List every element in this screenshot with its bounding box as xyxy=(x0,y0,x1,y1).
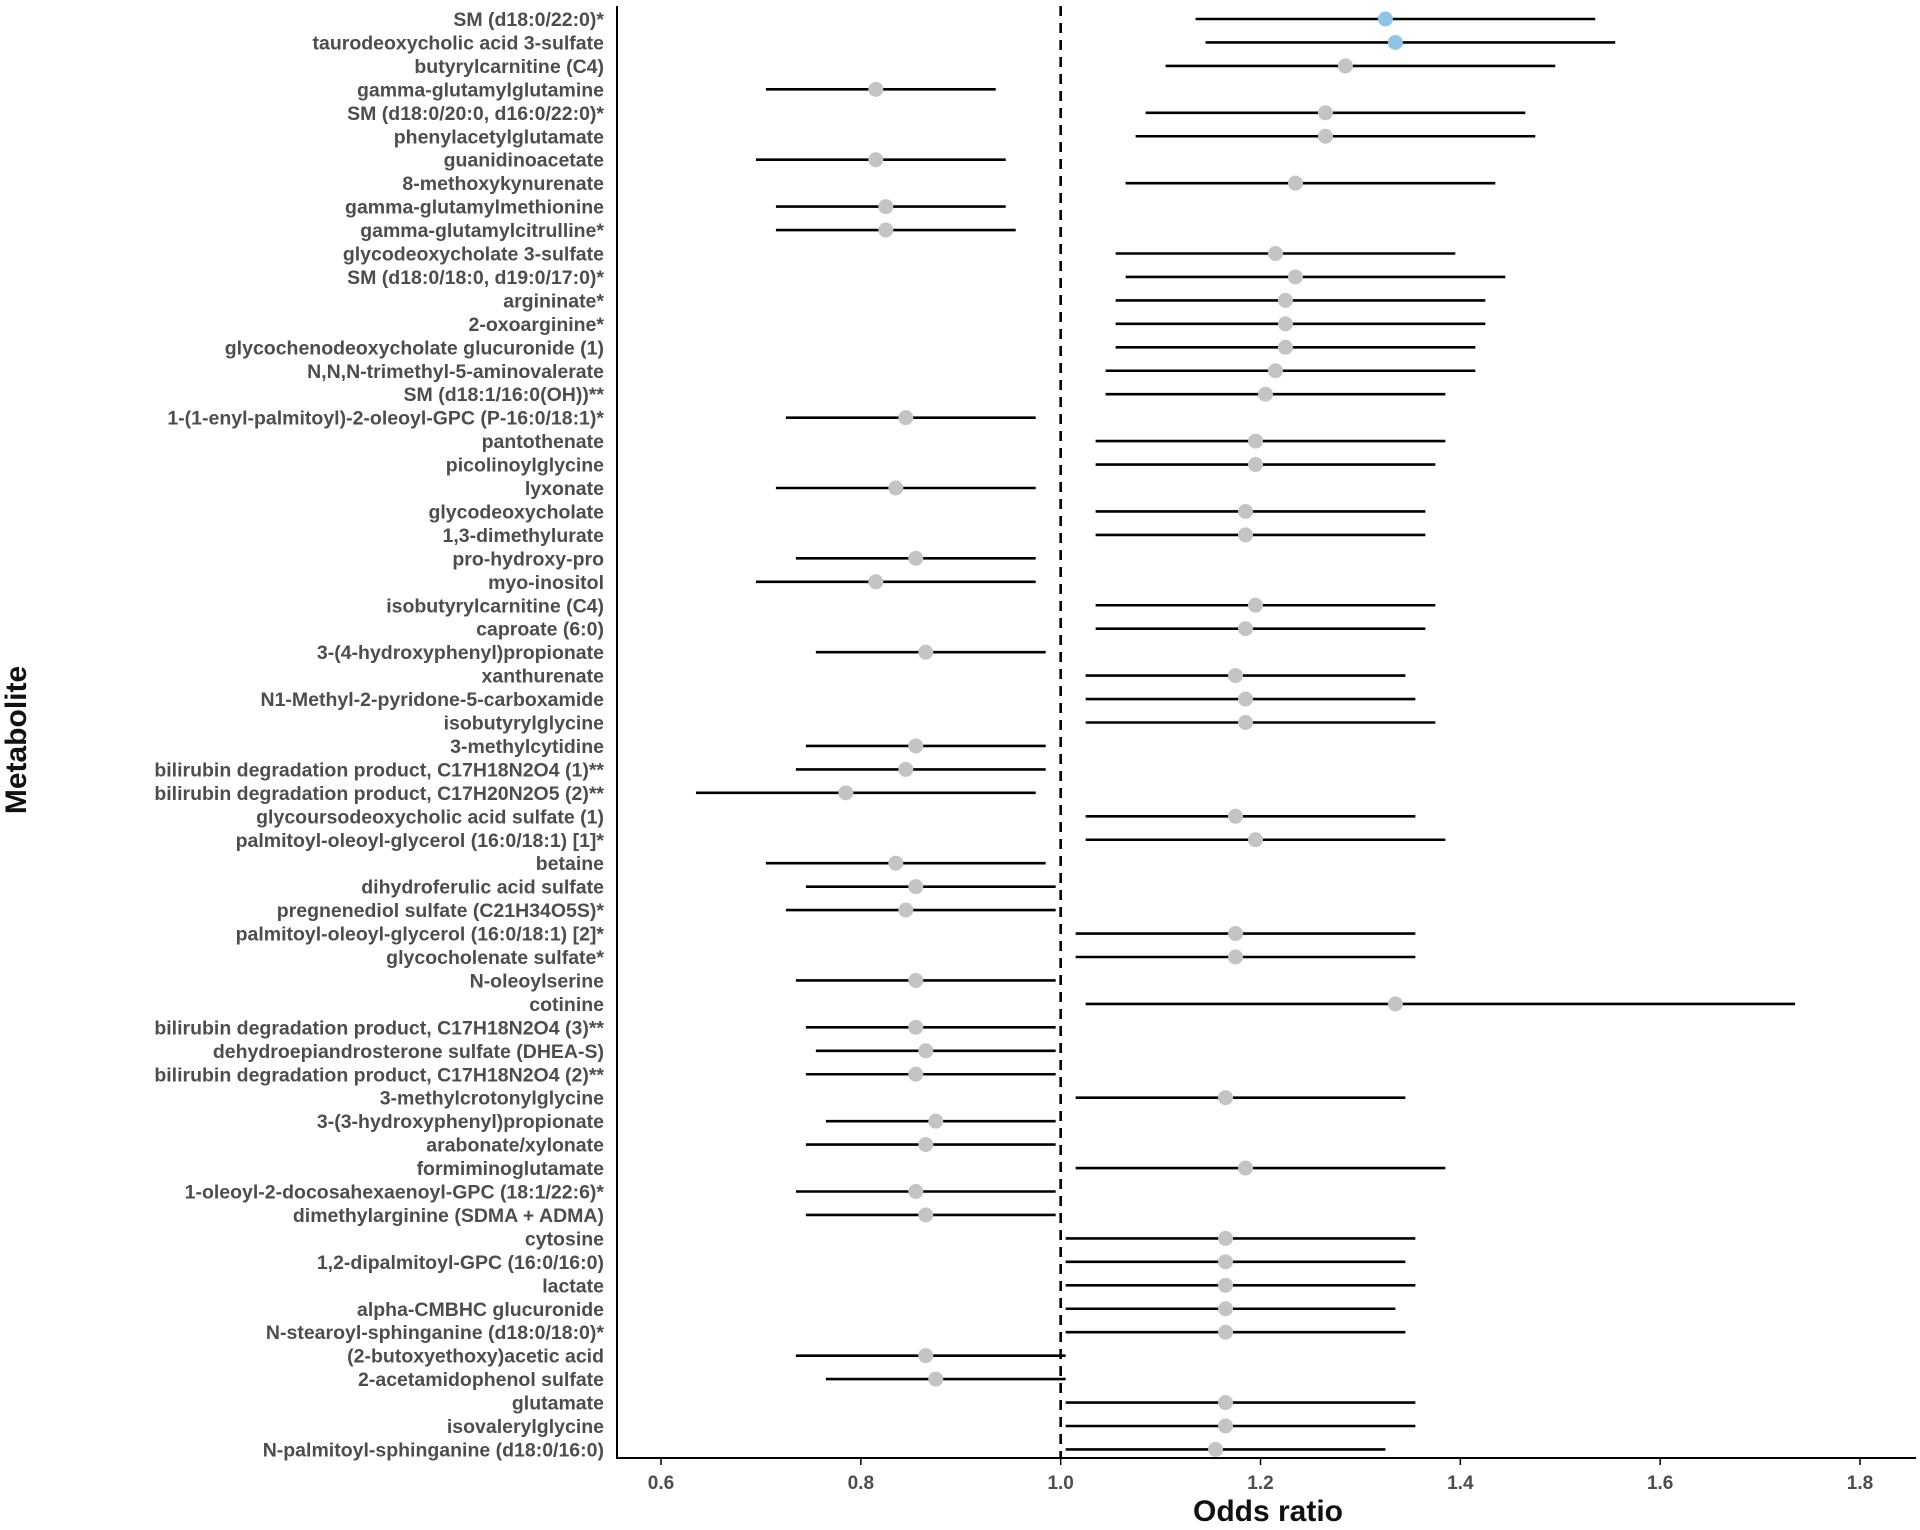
odds-ratio-point xyxy=(1248,457,1263,472)
row-57 xyxy=(347,1346,1065,1368)
row-3 xyxy=(357,79,996,101)
metabolite-label: dehydroepiandrosterone sulfate (DHEA-S) xyxy=(212,1040,604,1063)
y-axis-title: Metabolite xyxy=(0,665,33,815)
metabolite-label: 3-methylcrotonylglycine xyxy=(379,1087,604,1110)
odds-ratio-point xyxy=(1238,692,1253,707)
odds-ratio-point xyxy=(1378,12,1393,27)
metabolite-label: bilirubin degradation product, C17H18N2O4 (1)** xyxy=(154,759,604,782)
metabolite-label: 2-oxoarginine* xyxy=(468,313,604,336)
row-51 xyxy=(293,1205,1056,1227)
metabolite-label: 2-acetamidophenol sulfate xyxy=(358,1369,604,1392)
x-tick-label: 0.8 xyxy=(847,1473,875,1494)
metabolite-label: isobutyrylglycine xyxy=(443,712,604,735)
odds-ratio-point xyxy=(898,903,913,918)
metabolite-label: lactate xyxy=(542,1275,604,1298)
metabolite-label: phenylacetylglutamate xyxy=(393,126,604,149)
odds-ratio-point xyxy=(1318,129,1333,144)
row-17 xyxy=(167,408,1035,430)
row-50 xyxy=(185,1182,1056,1204)
row-2 xyxy=(414,56,1555,78)
row-53 xyxy=(317,1252,1406,1274)
row-10 xyxy=(343,244,1456,266)
metabolite-label: isobutyrylcarnitine (C4) xyxy=(386,595,604,618)
metabolite-label: glutamate xyxy=(511,1392,604,1415)
row-29 xyxy=(261,689,1416,711)
odds-ratio-point xyxy=(1238,1161,1253,1176)
row-47 xyxy=(317,1111,1056,1133)
row-41 xyxy=(470,970,1056,992)
odds-ratio-point xyxy=(1258,387,1273,402)
row-56 xyxy=(266,1322,1405,1344)
metabolite-label: pantothenate xyxy=(481,431,604,454)
row-16 xyxy=(404,384,1446,406)
row-1 xyxy=(312,32,1615,54)
row-20 xyxy=(525,478,1036,500)
odds-ratio-point xyxy=(1248,832,1263,847)
row-43 xyxy=(154,1017,1055,1039)
metabolite-label: formiminoglutamate xyxy=(416,1158,604,1181)
metabolite-label: glycocholenate sulfate* xyxy=(386,947,604,969)
metabolite-label: SM (d18:0/22:0)* xyxy=(453,9,604,31)
odds-ratio-point xyxy=(1228,809,1243,824)
metabolite-label: bilirubin degradation product, C17H18N2O4 (2)** xyxy=(154,1064,604,1087)
odds-ratio-point xyxy=(908,973,923,988)
odds-ratio-point xyxy=(918,1207,933,1222)
odds-ratio-point xyxy=(898,762,913,777)
metabolite-label: 3-methylcytidine xyxy=(450,735,604,758)
row-25 xyxy=(386,595,1435,617)
row-18 xyxy=(482,431,1446,453)
metabolite-label: N1-Methyl-2-pyridone-5-carboxamide xyxy=(260,689,604,712)
row-40 xyxy=(386,947,1415,969)
row-58 xyxy=(358,1369,1066,1391)
odds-ratio-point xyxy=(888,856,903,871)
row-34 xyxy=(256,806,1415,828)
x-tick-label: 1.0 xyxy=(1047,1473,1074,1494)
odds-ratio-point xyxy=(1218,1231,1233,1246)
odds-ratio-point xyxy=(908,1020,923,1035)
row-59 xyxy=(512,1393,1415,1415)
odds-ratio-point xyxy=(1228,950,1243,965)
odds-ratio-point xyxy=(918,1043,933,1058)
row-33 xyxy=(154,783,1035,805)
odds-ratio-point xyxy=(898,410,913,425)
odds-ratio-point xyxy=(928,1114,943,1129)
metabolite-label: N-oleoylserine xyxy=(469,970,604,993)
odds-ratio-point xyxy=(1218,1325,1233,1340)
odds-ratio-point xyxy=(1208,1442,1223,1457)
metabolite-label: argininate* xyxy=(503,290,604,313)
metabolite-label: gamma-glutamylglutamine xyxy=(356,79,604,102)
odds-ratio-point xyxy=(1218,1278,1233,1293)
odds-ratio-point xyxy=(1218,1254,1233,1269)
row-22 xyxy=(443,525,1426,547)
row-37 xyxy=(361,877,1055,899)
row-31 xyxy=(450,736,1046,758)
odds-ratio-point xyxy=(888,481,903,496)
odds-ratio-point xyxy=(908,879,923,894)
row-7 xyxy=(402,173,1495,195)
metabolite-label: N,N,N-trimethyl-5-aminovalerate xyxy=(307,360,604,383)
odds-ratio-point xyxy=(1278,316,1293,331)
odds-ratio-point xyxy=(1238,527,1253,542)
metabolite-label: palmitoyl-oleoyl-glycerol (16:0/18:1) [1]* xyxy=(235,829,604,852)
x-axis-title: Odds ratio xyxy=(1192,1495,1344,1528)
row-4 xyxy=(347,103,1525,125)
odds-ratio-point xyxy=(918,645,933,660)
metabolite-label: gamma-glutamylmethionine xyxy=(345,196,604,219)
row-38 xyxy=(277,900,1056,922)
row-11 xyxy=(347,267,1505,289)
odds-ratio-point xyxy=(868,574,883,589)
row-26 xyxy=(476,619,1425,641)
odds-ratio-point xyxy=(1238,715,1253,730)
x-tick-label: 1.2 xyxy=(1247,1473,1274,1494)
row-23 xyxy=(452,548,1035,570)
metabolite-label: glycoursodeoxycholic acid sulfate (1) xyxy=(256,806,604,829)
metabolite-label: glycodeoxycholate 3-sulfate xyxy=(342,243,604,266)
row-52 xyxy=(525,1228,1415,1250)
metabolite-label: 1-oleoyl-2-docosahexaenoyl-GPC (18:1/22:6)* xyxy=(184,1181,604,1204)
odds-ratio-point xyxy=(1338,58,1353,73)
odds-ratio-point xyxy=(928,1372,943,1387)
row-28 xyxy=(482,666,1406,688)
row-55 xyxy=(357,1299,1395,1321)
row-60 xyxy=(447,1416,1416,1438)
odds-ratio-point xyxy=(1218,1301,1233,1316)
metabolite-label: glycodeoxycholate xyxy=(428,501,604,524)
row-0 xyxy=(453,9,1595,31)
odds-ratio-point xyxy=(1218,1090,1233,1105)
row-44 xyxy=(213,1041,1056,1063)
odds-ratio-point xyxy=(918,1348,933,1363)
metabolite-label: picolinoylglycine xyxy=(445,454,604,477)
row-48 xyxy=(426,1135,1055,1157)
metabolite-label: butyrylcarnitine (C4) xyxy=(414,55,604,78)
odds-ratio-point xyxy=(1238,504,1253,519)
metabolite-label: pregnenediol sulfate (C21H34O5S)* xyxy=(276,900,604,923)
metabolite-label: (2-butoxyethoxy)acetic acid xyxy=(347,1345,604,1368)
row-27 xyxy=(317,642,1046,664)
odds-ratio-point xyxy=(1218,1419,1233,1434)
row-6 xyxy=(444,150,1006,172)
odds-ratio-point xyxy=(1288,176,1303,191)
odds-ratio-point xyxy=(1248,598,1263,613)
metabolite-label: dimethylarginine (SDMA + ADMA) xyxy=(292,1204,604,1227)
row-30 xyxy=(444,713,1436,735)
x-tick-label: 1.8 xyxy=(1846,1473,1874,1494)
odds-ratio-point xyxy=(918,1137,933,1152)
metabolite-label: bilirubin degradation product, C17H20N2O5 (2)** xyxy=(154,782,604,805)
row-5 xyxy=(394,126,1536,148)
row-21 xyxy=(428,501,1425,523)
odds-ratio-point xyxy=(1228,668,1243,683)
metabolite-label: isovalerylglycine xyxy=(446,1416,604,1438)
odds-ratio-point xyxy=(1288,269,1303,284)
x-axis-ticks xyxy=(648,1458,1873,1494)
odds-ratio-point xyxy=(868,152,883,167)
row-8 xyxy=(345,197,1006,219)
row-45 xyxy=(154,1064,1055,1086)
odds-ratio-point xyxy=(908,1184,923,1199)
metabolite-label: betaine xyxy=(535,853,604,876)
x-tick-label: 1.6 xyxy=(1646,1473,1674,1494)
metabolite-label: SM (d18:0/18:0, d19:0/17:0)* xyxy=(347,266,604,289)
row-39 xyxy=(236,924,1416,946)
odds-ratio-point xyxy=(868,82,883,97)
metabolite-label: 3-(4-hydroxyphenyl)propionate xyxy=(316,642,604,665)
metabolite-label: gamma-glutamylcitrulline* xyxy=(360,220,604,243)
metabolite-label: 1-(1-enyl-palmitoyl)-2-oleoyl-GPC (P-16:0/18:1)* xyxy=(167,407,604,430)
row-14 xyxy=(225,337,1476,359)
metabolite-label: N-stearoyl-sphinganine (d18:0/18:0)* xyxy=(265,1322,604,1345)
row-19 xyxy=(446,455,1436,477)
metabolite-label: cytosine xyxy=(524,1228,604,1251)
metabolite-label: xanthurenate xyxy=(481,665,604,688)
odds-ratio-point xyxy=(878,223,893,238)
row-42 xyxy=(529,994,1795,1016)
odds-ratio-point xyxy=(1268,363,1283,378)
row-54 xyxy=(542,1275,1415,1297)
odds-ratio-point xyxy=(908,738,923,753)
odds-ratio-point xyxy=(1218,1395,1233,1410)
metabolite-label: cotinine xyxy=(529,993,604,1016)
row-13 xyxy=(469,314,1486,336)
metabolite-label: 1,3-dimethylurate xyxy=(442,524,604,547)
metabolite-label: N-palmitoyl-sphinganine (d18:0/16:0) xyxy=(262,1439,604,1462)
metabolite-label: 1,2-dipalmitoyl-GPC (16:0/16:0) xyxy=(316,1251,604,1274)
metabolite-label: 8-methoxykynurenate xyxy=(402,173,604,196)
row-49 xyxy=(417,1158,1446,1180)
x-tick-label: 1.4 xyxy=(1447,1473,1474,1494)
odds-ratio-point xyxy=(908,551,923,566)
metabolite-label: palmitoyl-oleoyl-glycerol (16:0/18:1) [2]* xyxy=(235,923,604,946)
rows-layer xyxy=(154,9,1795,1461)
metabolite-label: 3-(3-hydroxyphenyl)propionate xyxy=(316,1111,604,1134)
row-35 xyxy=(236,830,1446,852)
row-12 xyxy=(503,290,1485,312)
odds-ratio-point xyxy=(1278,340,1293,355)
metabolite-label: glycochenodeoxycholate glucuronide (1) xyxy=(224,337,604,360)
metabolite-label: guanidinoacetate xyxy=(443,149,604,172)
odds-ratio-point xyxy=(1388,996,1403,1011)
metabolite-label: arabonate/xylonate xyxy=(426,1134,604,1157)
row-36 xyxy=(536,853,1046,875)
odds-ratio-point xyxy=(1278,293,1293,308)
row-9 xyxy=(360,220,1016,242)
metabolite-label: caproate (6:0) xyxy=(476,618,604,641)
metabolite-label: pro-hydroxy-pro xyxy=(452,548,604,571)
odds-ratio-point xyxy=(1318,105,1333,120)
odds-ratio-point xyxy=(1238,621,1253,636)
row-46 xyxy=(380,1088,1406,1110)
odds-ratio-point xyxy=(908,1067,923,1082)
metabolite-label: dihydroferulic acid sulfate xyxy=(361,876,604,899)
metabolite-label: alpha-CMBHC glucuronide xyxy=(357,1298,604,1321)
metabolite-label: lyxonate xyxy=(524,478,604,500)
metabolite-label: taurodeoxycholic acid 3-sulfate xyxy=(312,32,604,55)
metabolite-label: SM (d18:1/16:0(OH))** xyxy=(403,384,604,407)
metabolite-label: bilirubin degradation product, C17H18N2O4 (3)** xyxy=(154,1017,604,1040)
odds-ratio-point xyxy=(1248,434,1263,449)
row-24 xyxy=(488,572,1036,594)
metabolite-label: SM (d18:0/20:0, d16:0/22:0)* xyxy=(347,102,604,125)
row-32 xyxy=(154,759,1045,781)
row-15 xyxy=(307,361,1475,383)
odds-ratio-point xyxy=(1388,35,1403,50)
metabolite-label: myo-inositol xyxy=(488,571,604,594)
odds-ratio-point xyxy=(1228,926,1243,941)
odds-ratio-point xyxy=(838,785,853,800)
x-tick-label: 0.6 xyxy=(647,1473,675,1494)
odds-ratio-point xyxy=(878,199,893,214)
odds-ratio-point xyxy=(1268,246,1283,261)
